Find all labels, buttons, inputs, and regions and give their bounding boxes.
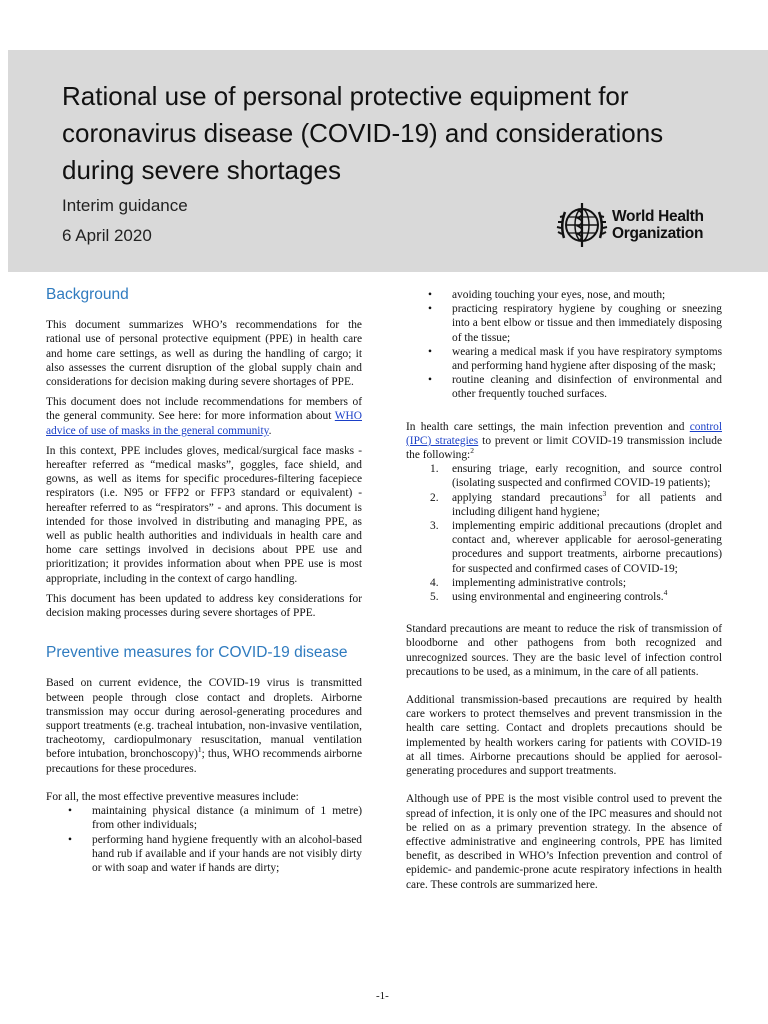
left-column [46,288,362,875]
ipc-strategies-list [406,462,722,604]
background-paragraph-3: In this context, PPE includes gloves, medical/surgical face masks - hereafter referred as “medical masks”, goggles, face shield, and gowns, as well as items for specific procedures-filtering facepiece respirators (i.e. N95 or FFP2 or FFP3 standard or equivalent) - hereafter referred to as “respirators” - and aprons. This document is intended for those involved in distributing and managing PPE, as well as public health authorities and individuals in health care and home care settings involved in decisions about PPE use and prioritization; it provides information about when PPE use is most appropriate, including in the context of cargo handling. [46,444,362,585]
list-item: 5. using environmental and engineering controls.$^4$ [430,588,668,604]
who-logo [556,200,704,250]
list-item: 1. ensuring triage, early recognition, and source control (isolating suspected and confirmed COVID-19 patients); [430,463,722,490]
who-wordmark [612,208,704,242]
list-item: • wearing a medical mask if you have respiratory symptoms and performing hand hygiene after disposing of the mask; [406,345,722,373]
preventive-heading: Preventive measures for COVID-19 disease [46,644,348,662]
ipc-strategies-link[interactable]: control (IPC) strategies [406,420,722,447]
standard-precautions-paragraph: Standard precautions are meant to reduce the risk of transmission of bloodborne and other pathogens from both recognized and unrecognized sources. They are the basic level of infection control precautions to be used, as a minimum, in the care of all patients. [406,623,722,678]
background-paragraph-1: This document summarizes WHO’s recommendations for the rational use of personal protective equipment (PPE) in health care and home care settings, as well as during the handling of cargo; it also assesses the current disruption of the global supply chain and considerations for decision making during severe shortages of PPE. [46,319,362,389]
ppe-controls-paragraph: Although use of PPE is the most visible control used to prevent the spread of infection, it is only one of the IPC measures and should not be relied on as a primary prevention strategy. In the absence of effective administrative and engineering controls, PPE has limited benefit, as described in WHO’s Infection prevention and control of epidemic- and pandemic-prone acute respiratory infections in health care. These controls are summarized here. [406,793,722,891]
who-emblem-icon [556,200,608,250]
preventive-paragraph-2: For all, the most effective preventive measures include: [46,790,299,803]
background-paragraph-4: This document has been updated to address key considerations for decision making processes during severe shortages of PPE. [46,592,362,620]
document-subtitle: Interim guidance [62,196,188,215]
preventive-paragraph-1: Based on current evidence, the COVID-19 virus is transmitted between people through close contact and droplets. Airborne transmission may occur during aerosol-generating procedures and support treatments (e.g. tracheal intubation, non-invasive ventilation, tracheotomy, cardiopulmonary resuscitation, manual ventilation before intubation, bronchoscopy)$^1$; thus, WHO recommends airborne precautions for these procedures. [46,677,362,775]
list-item: • avoiding touching your eyes, nose, and mouth; [406,288,722,302]
preventive-measures-list-right [406,288,722,402]
who-wordmark-line1: World Health [612,208,704,225]
document-date: 6 April 2020 [62,226,152,245]
list-item: 2. applying standard precautions$^3$ for all patients and including diligent hand hygiene; [430,488,723,518]
list-item: • routine cleaning and disinfection of environmental and other frequently touched surfaces. [406,373,722,401]
list-item: • practicing respiratory hygiene by coughing or sneezing into a bent elbow or tissue and then immediately disposing of the tissue; [406,302,722,345]
background-heading: Background [46,286,129,303]
who-wordmark-line2: Organization [612,225,704,242]
document-title: Rational use of personal protective equipment for coronavirus disease (COVID-19) and considerations during severe shortages [62,81,664,185]
who-masks-advice-link[interactable]: WHO advice of use of masks in the general community [46,410,362,437]
list-item: 4. implementing administrative controls; [430,576,626,589]
list-item: • maintaining physical distance (a minimum of 1 metre) from other individuals; [46,804,362,832]
list-item: • performing hand hygiene frequently with an alcohol-based hand rub if available and if your hands are not visibly dirty or with soap and water if hands are dirty; [46,833,362,876]
ipc-intro-paragraph: In health care settings, the main infection prevention and control (IPC) strategies to prevent or limit COVID-19 transmission include the following:$^2$ [406,420,722,462]
page-number: -1- [376,990,389,1002]
additional-precautions-paragraph: Additional transmission-based precautions are required by health care workers to protect themselves and prevent transmission in the health care setting. Contact and droplets precautions should be implemented by health workers caring for patients with COVID-19 at all times. Airborne precautions should be applied for aerosol-generating procedures and support treatments. [406,694,722,778]
preventive-measures-list-left [46,804,362,875]
right-column [406,288,722,898]
background-paragraph-2: This document does not include recommendations for members of the general community. See here: for more information about WHO advice of use of masks in the general community. [46,396,362,437]
list-item: 3. implementing empiric additional precautions (droplet and contact and, wherever applicable for aerosol-generating procedures and support treatments, airborne precautions) for suspected and confirmed cases of COVID-19; [430,520,722,575]
